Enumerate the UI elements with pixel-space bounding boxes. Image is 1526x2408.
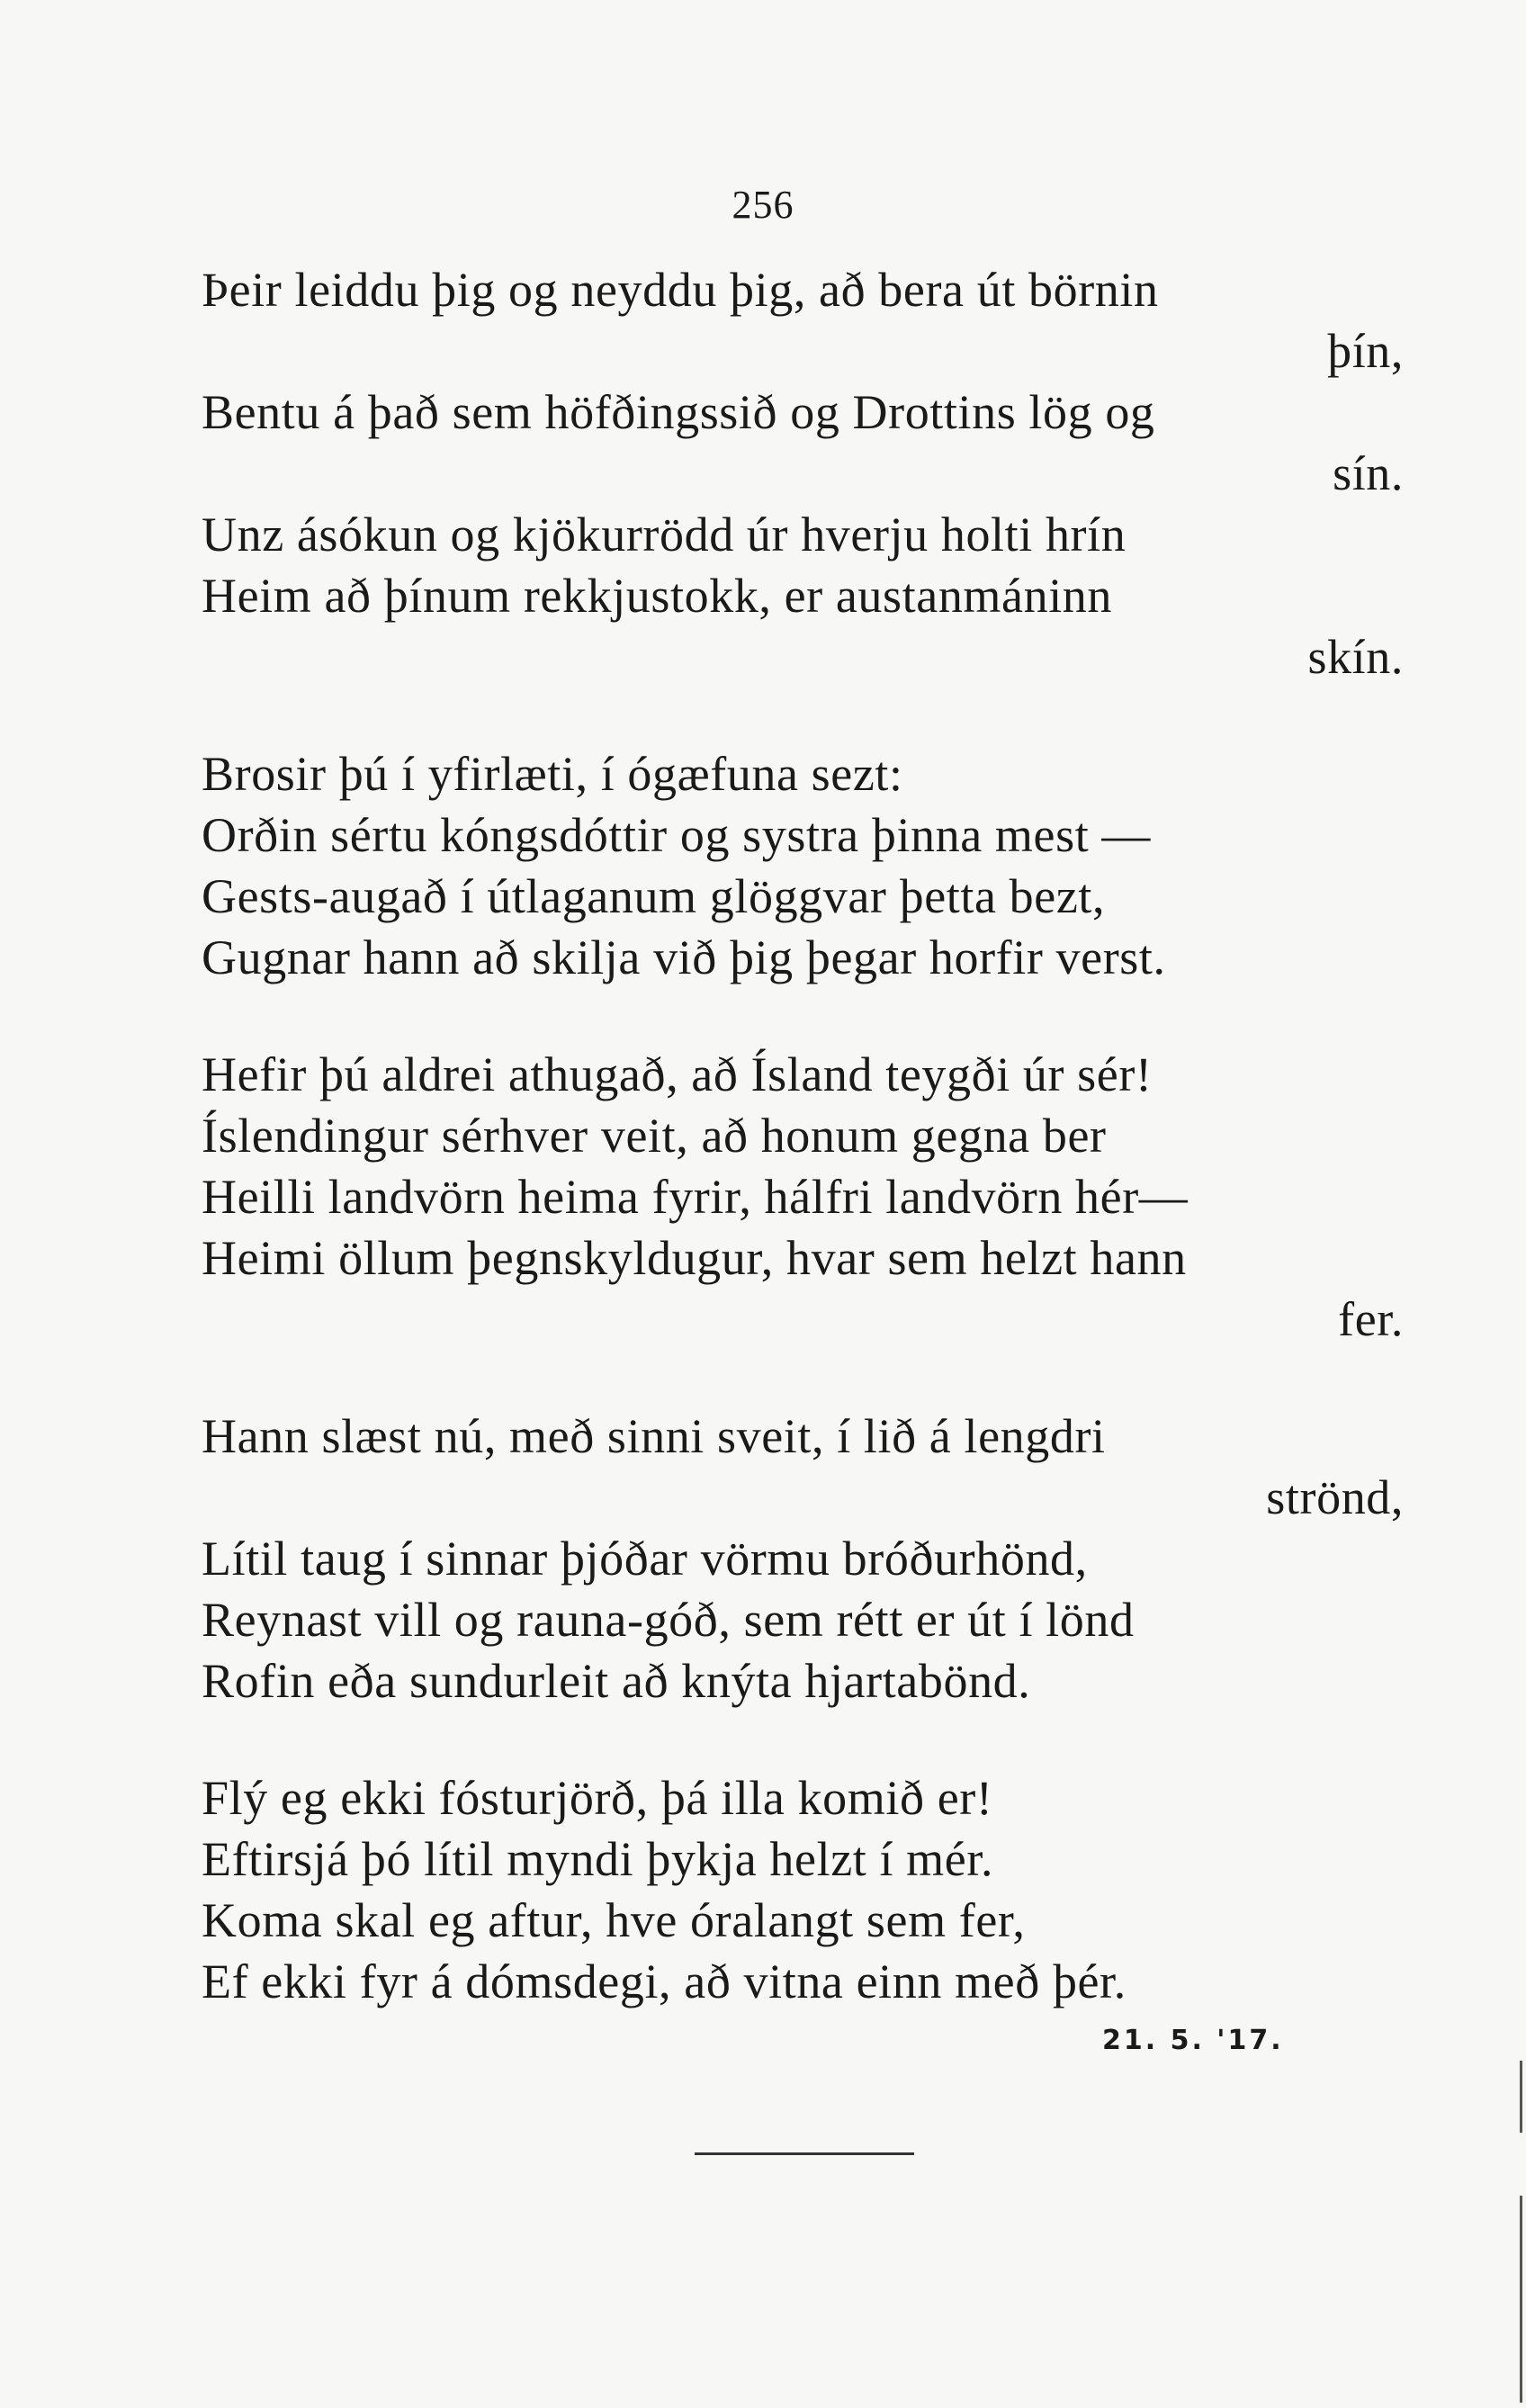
stanza-5 [202, 1767, 1404, 2012]
scan-edge-mark [1520, 2061, 1522, 2133]
stanza-2 [202, 743, 1404, 988]
poem-line: Gests-augað í útlaganum glöggvar þetta bezt, [202, 869, 1106, 923]
poem-line: Unz ásókun og kjökurrödd úr hverju holti hrín [202, 508, 1127, 562]
poem-line-continuation: fer. [1338, 1292, 1404, 1346]
poem-line: Hefir þú aldrei athugað, að Ísland teygði úr sér! [202, 1047, 1153, 1101]
date-signature: 21. 5. '17. [1102, 2025, 1284, 2056]
scan-edge-mark [1520, 2196, 1522, 2403]
stanza-1 [202, 259, 1404, 687]
poem-line: Gugnar hann að skilja við þig þegar horfir verst. [202, 930, 1166, 984]
poem-line: Brosir þú í yfirlæti, í ógæfuna sezt: [202, 747, 903, 801]
poem-line-continuation: strönd, [1266, 1470, 1404, 1524]
page-number: 256 [732, 183, 794, 227]
stanza-4 [202, 1406, 1404, 1712]
poem-line: Heimi öllum þegnskyldugur, hvar sem helzt hann [202, 1231, 1187, 1285]
poem-line: Heilli landvörn heima fyrir, hálfri landvörn hér— [202, 1170, 1189, 1224]
poem-line-continuation: skín. [1307, 630, 1404, 684]
poem-line-continuation: sín. [1333, 446, 1404, 500]
poem-line: Orðin sértu kóngsdóttir og systra þinna mest — [202, 808, 1151, 862]
poem-line-continuation: þín, [1327, 324, 1404, 378]
poem-line: Þeir leiddu þig og neyddu þig, að bera út börnin [202, 263, 1159, 317]
section-divider [695, 2152, 914, 2155]
poem-line: Bentu á það sem höfðingssið og Drottins lög og [202, 385, 1155, 439]
poem-line: Heim að þínum rekkjustokk, er austanmáninn [202, 569, 1112, 623]
poem-line: Lítil taug í sinnar þjóðar vörmu bróðurhönd, [202, 1532, 1088, 1586]
poem-line: Reynast vill og rauna-góð, sem rétt er út í lönd [202, 1593, 1135, 1647]
poem-line: Hann slæst nú, með sinni sveit, í lið á lengdri [202, 1409, 1106, 1463]
poem-line: Koma skal eg aftur, hve óralangt sem fer, [202, 1893, 1026, 1947]
poem-line: Rofin eða sundurleit að knýta hjartabönd. [202, 1654, 1031, 1708]
poem-line: Eftirsjá þó lítil myndi þykja helzt í mér. [202, 1832, 994, 1886]
poem-body [202, 259, 1404, 2068]
poem-line: Flý eg ekki fósturjörð, þá illa komið er! [202, 1771, 993, 1825]
stanza-3 [202, 1044, 1404, 1350]
poem-line: Íslendingur sérhver veit, að honum gegna ber [202, 1109, 1107, 1163]
poem-line: Ef ekki fyr á dómsdegi, að vitna einn með þér. [202, 1954, 1127, 2008]
